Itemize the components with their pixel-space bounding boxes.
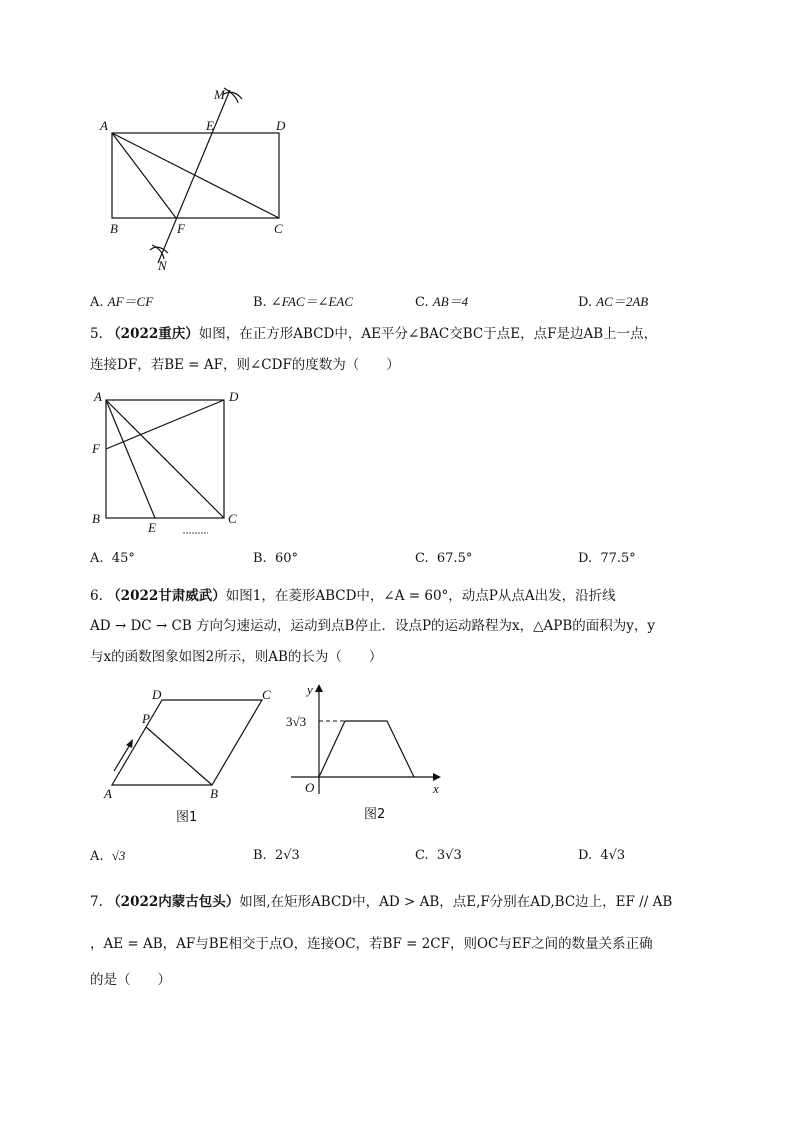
diagonal-ac — [106, 400, 224, 518]
label-f: F — [92, 441, 100, 456]
label-a: A — [104, 786, 112, 801]
option-text: 60° — [274, 551, 298, 566]
q7-stem-line3 — [90, 968, 710, 988]
option-letter: D. — [578, 551, 593, 566]
q6-text: 如图1，在菱形ABCD中，∠A = 60°，动点P从点A出发，沿折线 — [225, 588, 616, 604]
option-letter: B. — [253, 551, 267, 566]
segment-af — [112, 133, 176, 218]
option-text: √3 — [111, 848, 126, 863]
q5-text: 如图，在正方形ABCD中，AE平分∠BAC交BC于点E，点F是边AB上一点， — [198, 326, 658, 342]
q7-number: 7. — [90, 894, 103, 910]
figure-q5 — [88, 388, 258, 538]
option-letter: A. — [90, 295, 104, 310]
rhombus-abcd — [112, 700, 262, 785]
q5-options — [0, 551, 794, 573]
q6-options — [0, 848, 794, 870]
label-value: 3√3 — [286, 714, 307, 729]
figure-q4 — [100, 85, 300, 285]
label-e: E — [148, 520, 156, 535]
option-text: 2√3 — [274, 848, 300, 863]
label-c: C — [228, 511, 237, 526]
q7-text: 的是（ ） — [90, 972, 171, 988]
q6-number: 6. — [90, 588, 103, 604]
segment-df — [106, 400, 224, 449]
option-letter: A. — [90, 551, 104, 566]
option-text: AF＝CF — [107, 294, 154, 309]
option-text: 4√3 — [600, 848, 626, 863]
label-b: B — [210, 786, 218, 801]
caption-figure-2: 图2 — [364, 807, 386, 822]
q5-stem-line2 — [90, 353, 710, 373]
segment-pb — [146, 727, 212, 785]
label-origin: O — [305, 780, 315, 795]
label-d: D — [229, 389, 239, 404]
q6-stem-line2 — [90, 614, 710, 634]
label-c: C — [274, 221, 283, 236]
option-text: AB＝4 — [432, 294, 469, 309]
option-letter: C. — [415, 848, 429, 863]
q6-stem-line1 — [90, 584, 710, 604]
option-letter: B. — [253, 848, 267, 863]
y-axis-arrow — [315, 684, 323, 692]
label-x: x — [433, 781, 439, 796]
option-letter: D. — [578, 848, 593, 863]
q6-text: 与x的函数图象如图2所示，则AB的长为（ ） — [90, 649, 383, 665]
option-text: 77.5° — [600, 551, 636, 566]
label-y: y — [307, 682, 313, 697]
option-letter: C. — [415, 551, 429, 566]
line-mn — [158, 90, 230, 263]
option-letter: B. — [253, 295, 267, 310]
option-text: 3√3 — [436, 848, 462, 863]
label-m: M — [214, 87, 225, 102]
option-text: ∠FAC＝∠EAC — [270, 294, 354, 309]
q7-text: ，AE = AB，AF与BE相交于点O，连接OC，若BF = 2CF，则OC与EF之间的数量关系正确 — [90, 936, 653, 952]
label-a: A — [100, 118, 108, 133]
q6-source: （2022甘肃威武） — [107, 588, 226, 604]
q6-stem-line3 — [90, 645, 710, 665]
option-letter: D. — [578, 295, 593, 310]
label-f: F — [177, 221, 185, 236]
q7-text: 如图,在矩形ABCD中，AD > AB，点E,F分别在AD,BC边上，EF // AB — [239, 894, 673, 910]
label-b: B — [92, 511, 100, 526]
option-letter: A. — [90, 849, 104, 864]
diagonal-ac — [112, 133, 279, 218]
label-n: N — [158, 258, 167, 273]
arrow-head — [126, 739, 133, 748]
segment-ae — [106, 400, 155, 518]
option-text: 67.5° — [436, 551, 473, 566]
figure-q6-1 — [100, 685, 290, 805]
q5-number: 5. — [90, 326, 103, 342]
q4-options — [0, 291, 794, 313]
option-text: 45° — [111, 551, 135, 566]
q5-text: 连接DF，若BE = AF，则∠CDF的度数为（ ） — [90, 357, 400, 373]
q5-stem-line1 — [90, 322, 710, 342]
option-text: AC＝2AB — [596, 294, 649, 309]
q7-source: （2022内蒙古包头） — [107, 894, 240, 910]
caption-figure-1: 图1 — [176, 810, 198, 825]
figure-q6-2 — [283, 682, 448, 797]
label-e: E — [206, 118, 214, 133]
option-letter: C. — [415, 295, 429, 310]
label-d: D — [276, 118, 286, 133]
label-d: D — [152, 687, 162, 702]
q7-stem-line2 — [90, 932, 710, 952]
function-graph — [319, 721, 414, 777]
label-c: C — [262, 687, 271, 702]
label-a: A — [94, 389, 102, 404]
label-p: P — [142, 711, 150, 726]
q5-source: （2022重庆） — [107, 326, 199, 342]
q6-text: AD → DC → CB 方向匀速运动，运动到点B停止．设点P的运动路程为x，△APB的面积为y，y — [90, 618, 656, 634]
label-b: B — [110, 221, 118, 236]
q7-stem-line1 — [90, 890, 710, 910]
x-axis-arrow — [433, 773, 441, 781]
